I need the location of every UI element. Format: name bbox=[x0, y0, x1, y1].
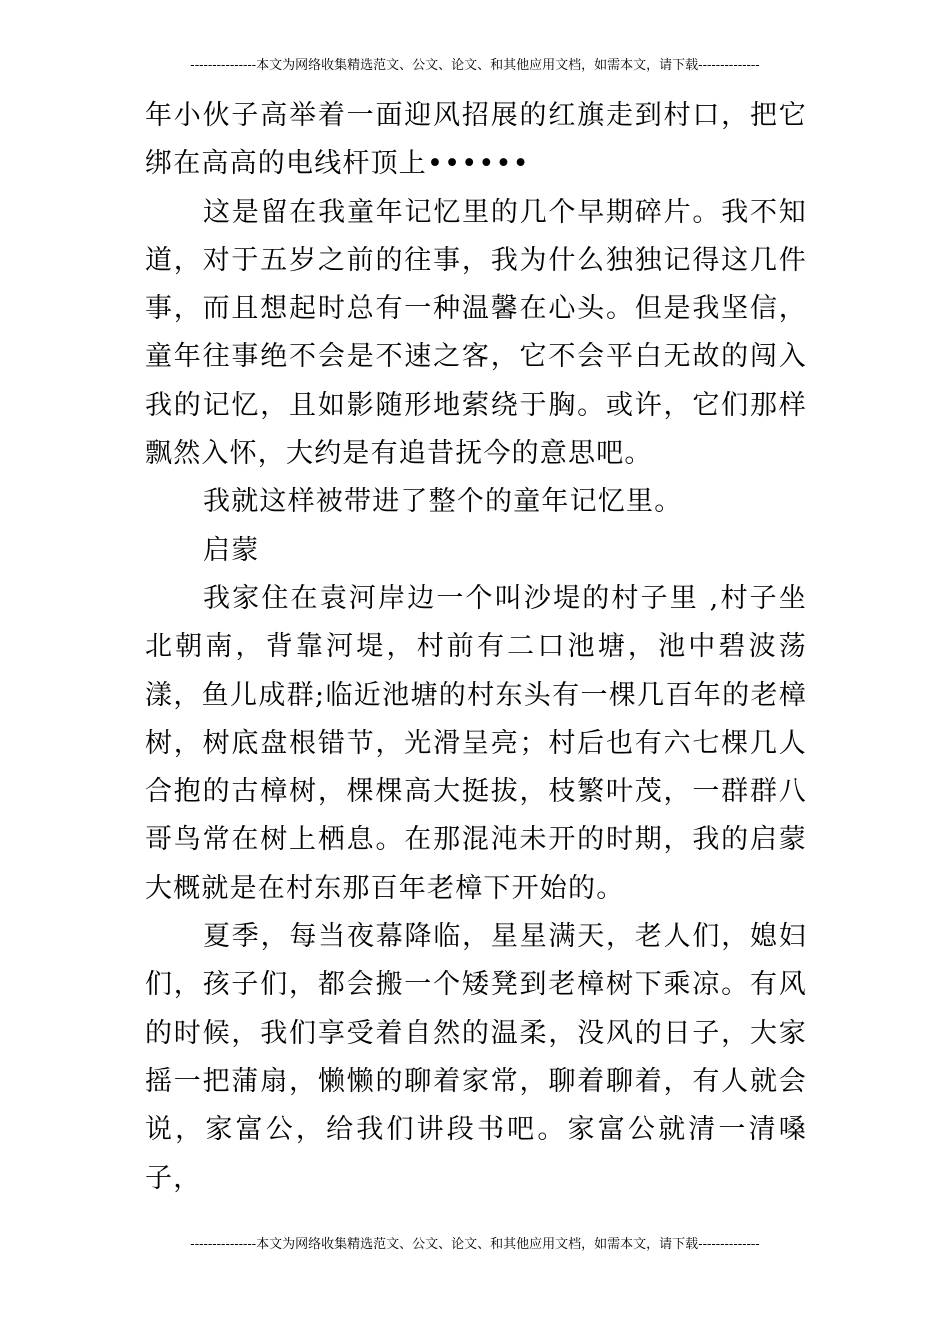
paragraph: 夏季，每当夜幕降临，星星满天，老人们，媳妇们，孩子们，都会搬一个矮凳到老樟树下乘凉。有风的时候，我们享受着自然的温柔，没风的日子，大家摇一把蒲扇，懒懒的聊着家常，聊着聊着，有人就会说，家富公，给我们讲段书吧。家富公就清一清嗓子， bbox=[145, 921, 807, 1194]
paragraph: 这是留在我童年记忆里的几个早期碎片。我不知道，对于五岁之前的往事，我为什么独独记得这几件事，而且想起时总有一种温馨在心头。但是我坚信，童年往事绝不会是不速之客，它不会平白无故的闯入我的记忆，且如影随形地萦绕于胸。或许，它们那样飘然入怀，大约是有追昔抚今的意思吧。 bbox=[145, 196, 807, 470]
paragraph: 我家住在袁河岸边一个叫沙堤的村子里 ,村子坐北朝南，背靠河堤，村前有二口池塘，池中碧波荡漾，鱼儿成群;临近池塘的村东头有一棵几百年的老樟树，树底盘根错节，光滑呈亮；村后也有六七棵几人合抱的古樟树，棵棵高大挺拔，枝繁叶茂，一群群八哥鸟常在树上栖息。在那混沌未开的时期，我的启蒙大概就是在村东那百年老樟下开始的。 bbox=[145, 582, 807, 904]
paragraph: 我就这样被带进了整个的童年记忆里。 bbox=[203, 486, 683, 518]
paragraph-continued: 年小伙子高举着一面迎风招展的红旗走到村口，把它绑在高高的电线杆顶上•••••• bbox=[145, 100, 807, 180]
section-heading: 启蒙 bbox=[203, 534, 260, 566]
document-body bbox=[145, 92, 807, 1203]
page-header: ---------------本文为网络收集精选范文、公文、论文、和其他应用文档，如需本文，请下载-------------- bbox=[190, 58, 760, 73]
page-footer: ---------------本文为网络收集精选范文、公文、论文、和其他应用文档，如需本文，请下载-------------- bbox=[190, 1237, 760, 1252]
